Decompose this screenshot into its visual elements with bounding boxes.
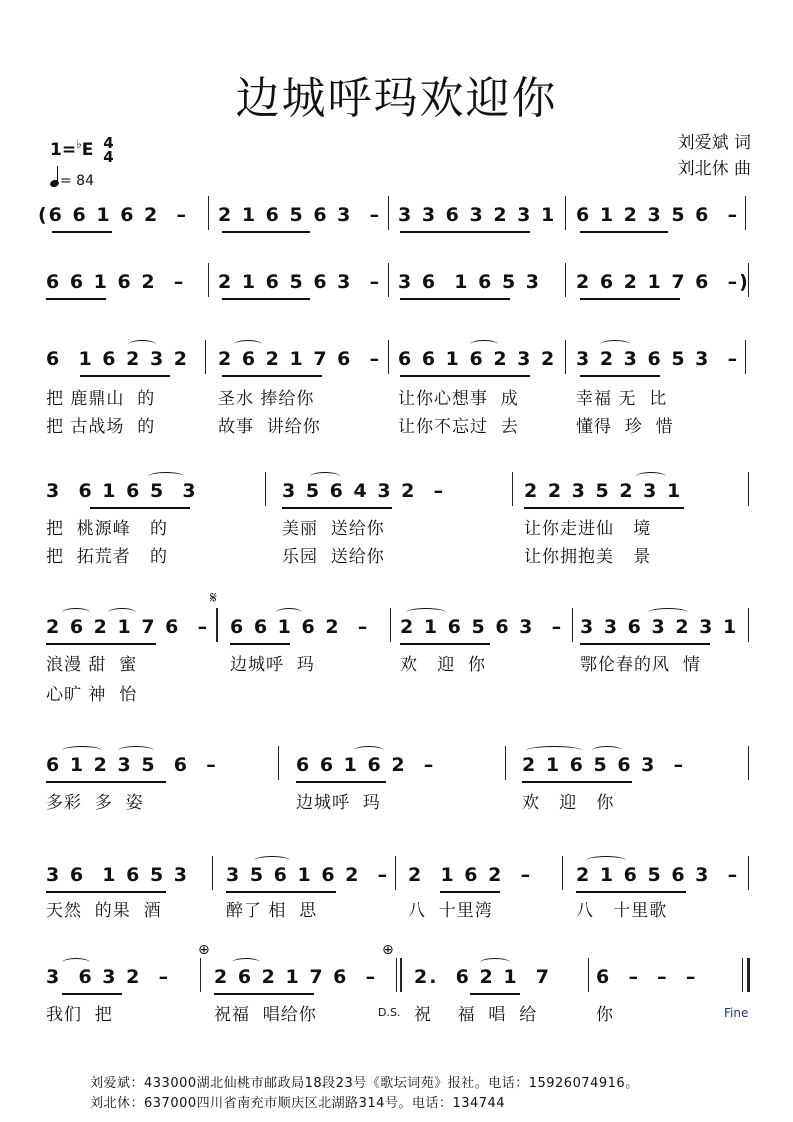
- lyric-verse-1: 祝福 唱给你: [214, 1005, 317, 1025]
- lyric-verse-1: 醉了 相 思: [226, 901, 318, 921]
- lyric-verse-2: 懂得 珍 惜: [576, 417, 674, 437]
- measure: (6 6 1 6 2 –: [38, 204, 188, 226]
- measure: 6 1 2 3 5 6 –: [576, 204, 740, 226]
- measure: 2 6 2 1 7 6 –: [214, 966, 378, 988]
- lyric-verse-2: 乐园 送给你: [282, 547, 385, 567]
- key-signature: [50, 136, 114, 164]
- lyric-verse-2: 心旷 神 怡: [46, 685, 138, 705]
- lyric-verse-1: 让你心想事 成: [398, 389, 519, 409]
- measure: 2 1 6 2 –: [408, 864, 533, 886]
- ds-marking: D.S.: [378, 1006, 401, 1019]
- key-prefix: 1=: [50, 140, 77, 160]
- lyric-verse-2: 让你不忘过 去: [398, 417, 519, 437]
- flat-sign: ♭: [76, 137, 82, 151]
- measure: 3 6 1 6 5 3: [46, 864, 190, 886]
- lyric-verse-1: 八 十里歌: [576, 901, 668, 921]
- measure: 3 6 3 2 –: [46, 966, 171, 988]
- measure: 2 6 2 1 7 6 –: [46, 616, 210, 638]
- time-bottom: 4: [103, 148, 114, 166]
- tempo-value: = 84: [60, 173, 94, 189]
- measure: 6 1 2 3 5 6 –: [46, 754, 218, 776]
- measure: 2 1 6 5 6 3 –: [522, 754, 686, 776]
- lyric-verse-2: 故事 讲给你: [218, 417, 321, 437]
- measure: 2 1 6 5 6 3 –: [218, 204, 382, 226]
- measure: 6 – – –: [596, 966, 698, 988]
- lyric-verse-1: 鄂伦春的风 情: [580, 655, 701, 675]
- lyric-verse-1: 边城呼 玛: [230, 655, 315, 675]
- measure: 2 1 6 5 6 3 –: [218, 271, 382, 293]
- lyric-verse-1: 幸福 无 比: [576, 389, 668, 409]
- measure: 6 6 1 6 2 –: [46, 271, 186, 293]
- measure: 6 6 1 6 2 3 2: [398, 348, 557, 370]
- quarter-note-icon: [49, 179, 60, 189]
- song-title: 边城呼玛欢迎你: [235, 73, 558, 124]
- key-note: E: [81, 140, 94, 160]
- measure: 6 6 1 6 2 –: [296, 754, 436, 776]
- lyric-verse-1: 边城呼 玛: [296, 793, 381, 813]
- composer-credit: 刘北休 曲: [677, 159, 751, 179]
- measure: 2 6 2 1 7 6 –): [576, 271, 750, 293]
- lyric-verse-2: 让你拥抱美 景: [524, 547, 652, 567]
- fine-marking: Fine: [724, 1006, 749, 1020]
- measure: 3 3 6 3 2 3 1: [398, 204, 557, 226]
- measure: 3 5 6 4 3 2 –: [282, 480, 446, 502]
- lyric-verse-1: 浪漫 甜 蜜: [46, 655, 138, 675]
- segno-icon: 𝄋: [210, 588, 217, 607]
- coda-icon: ⊕: [382, 942, 394, 958]
- measure: 2 6 2 1 7 6 –: [218, 348, 382, 370]
- lyricist-credit: 刘爱斌 词: [677, 133, 751, 153]
- measure: 2 2 3 5 2 3 1: [524, 480, 683, 502]
- measure: 3 2 3 6 5 3 –: [576, 348, 740, 370]
- lyric-verse-1: 圣水 捧给你: [218, 389, 315, 409]
- lyric-verse-1: 欢 迎 你: [400, 655, 487, 675]
- time-signature: [103, 136, 113, 164]
- lyric-verse-1: 让你走进仙 境: [524, 519, 652, 539]
- coda-icon: ⊕: [198, 942, 210, 958]
- measure: 6 1 6 2 3 2: [46, 348, 190, 370]
- lyric-verse-1: 美丽 送给你: [282, 519, 385, 539]
- measure: 2. 6 2 1 7: [414, 966, 552, 988]
- lyric-verse-1: 多彩 多 姿: [46, 793, 144, 813]
- measure: 2 1 6 5 6 3 –: [576, 864, 740, 886]
- lyric-verse-1: 欢 迎 你: [522, 793, 615, 813]
- lyric-verse-1: 把 鹿鼎山 的: [46, 389, 156, 409]
- lyric-verse-1: 祝 福 唱 给: [414, 1005, 538, 1025]
- lyric-verse-1: 你: [596, 1005, 614, 1025]
- lyric-verse-1: 把 桃源峰 的: [46, 519, 169, 539]
- time-top: 4: [103, 134, 114, 152]
- contact-composer: 刘北休：637000四川省南充市顺庆区北湖路314号。电话：134744: [90, 1096, 506, 1111]
- measure: 6 6 1 6 2 –: [230, 616, 370, 638]
- lyric-verse-2: 把 拓荒者 的: [46, 547, 169, 567]
- measure: 3 6 1 6 5 3: [398, 271, 542, 293]
- lyric-verse-2: 把 古战场 的: [46, 417, 156, 437]
- lyric-verse-1: 我们 把: [46, 1005, 113, 1025]
- note-stem: [57, 166, 58, 181]
- measure: 3 6 1 6 5 3: [46, 480, 198, 502]
- measure: 3 3 6 3 2 3 1: [580, 616, 739, 638]
- contact-lyricist: 刘爱斌：433000湖北仙桃市邮政局18段23号《歌坛词苑》报社。电话：15926074916。: [90, 1076, 639, 1091]
- tempo-marking: [50, 170, 94, 189]
- measure: 3 5 6 1 6 2 –: [226, 864, 390, 886]
- lyric-verse-1: 天然 的果 酒: [46, 901, 162, 921]
- measure: 2 1 6 5 6 3 –: [400, 616, 564, 638]
- lyric-verse-1: 八 十里湾: [408, 901, 493, 921]
